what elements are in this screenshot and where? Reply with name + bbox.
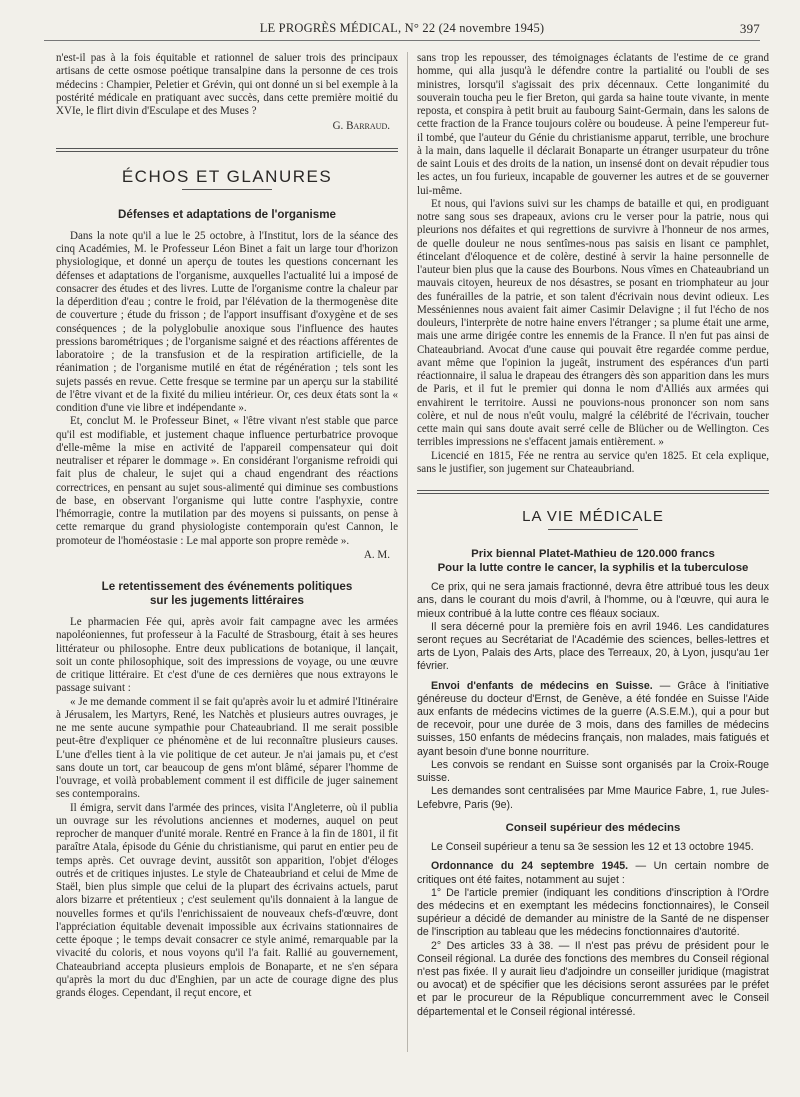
article-title-defenses: Défenses et adaptations de l'organisme: [118, 207, 336, 221]
article-title-line: Le retentissement des événements politiques: [101, 580, 353, 593]
right-column: [417, 52, 769, 1019]
article-paragraph: « Je me demande comment il se fait qu'après avoir lu et admiré l'Itinéraire à Jérusalem, les Martyrs, René, les Natchès et plusieurs autres ouvrages, je ne me sente aucune sympathie pour Chateaubriand. Il me serait possible peut-être d'expliquer ce phénomène et de lui reconnaître plusieurs causes. L'une d'elles tient à la vie politique de cet auteur. Je n'ai jamais pu, et c'est sans doute un tort, car beaucoup de gens m'ont blâmé, séparer l'homme de l'ouvrage, et voilà probablement comment il est difficile de juger sainement ses contemporains.: [56, 695, 398, 801]
intro-signature: G. Barraud.: [332, 120, 390, 133]
left-column: [56, 52, 398, 1000]
column-divider: [407, 52, 408, 1052]
running-head: [44, 18, 760, 41]
section-title-echos: ÉCHOS ET GLANURES: [121, 166, 333, 186]
article-paragraph: Il émigra, servit dans l'armée des princes, visita l'Angleterre, où il publia un ouvrage sur les révolutions anciennes et modernes, auquel on peut reprocher de manquer d'unité morale. Rentré en France à la fin de 1801, il fit paraître Atala, épisode du Génie du christianisme, qui parut en entier peu de temps après. Cet ouvrage devint, aussitôt son apparition, l'objet d'éloges outrés et de critiques injustes. Le style de Chateaubriand et celui de Mme de Staël, bien plus simple que celui de la plupart des écrivains actuels, parut alors bizarre et prétentieux ; c'est seulement qu'ils donnaient à la langue de nouvelles formes et qu'ils l'enrichissaient de nouveaux chefs-d'œuvre, dont l'appréciation équitable devenait impossible aux écrivains stationnaires de cette époque ; le temps devait consacrer ce style animé, remarquable par la vivacité du coloris, et nous voyons qu'il l'a fait. Rallié au gouvernement, Chateaubriand accepta plusieurs emplois de Bonaparte, et ne s'en sépara qu'après la mort du duc d'Enghien, par un acte de courage digne des plus grands éloges. Cependant, il reçut encore, et: [56, 801, 398, 999]
news-paragraph: 1° De l'article premier (indiquant les conditions d'inscription à l'Ordre des médecins et en exemptant les médecins fonctionnaires), le Conseil supérieur a décidé de demander au ministre de la Santé de ne dispenser de l'inscription au tableau que les médecins fonctionnaires d'autorité.: [417, 886, 769, 939]
news-text: — Un certain nombre de critiques ont été faites, notamment au sujet :: [417, 860, 770, 886]
news-paragraph: Ce prix, qui ne sera jamais fractionné, devra être attribué tous les deux ans, dans le courant du mois d'avril, à l'homme, ou à l'œuvre, qui aura le mieux contribué à la lutte contre ces fléaux sociaux.: [417, 581, 769, 620]
article-paragraph: sans trop les repousser, des témoignages éclatants de l'estime de ce grand homme, qui alla jusqu'à le défendre contre la partialité ou l'oubli de ses ministres, lorsqu'il s'agissait des prix décennaux. Cette longanimité du souverain toucha peu le fier Breton, qui garda sa haine toute vivante, in mente reposta, et conspira à petit bruit au faubourg Saint-Germain, dans les salons de cette fraction de la France toujours colère ou boudeuse. À peine l'empereur fut-il tombé, que l'auteur du Génie du christianisme apparut, terrible, une brochure à la main, dans laquelle il déclarait Bonaparte un étranger usurpateur du trône de saint Louis et des droits de la nation, un insensé dont on devait répudier tous les actes, un fou furieux, incapable de gouverner les autres et de se gouverner lui-même.: [417, 52, 769, 197]
page-number: 397: [739, 21, 760, 36]
news-paragraph: 2° Des articles 33 à 38. — Il n'est pas prévu de président pour le Conseil régional. La durée des fonctions des membres du Conseil régional n'est pas fixée. Il y aurait lieu d'adjoindre un conseiller juridique (magistrat ou avocat) et de spécifier que les décisions seront assurées par le préfet et par le procureur de la République concurremment avec le Conseil départemental et le Conseil régional intéressé.: [417, 939, 769, 1018]
section-title-vie-medicale: LA VIE MÉDICALE: [522, 508, 664, 525]
section-divider: [56, 148, 398, 152]
news-paragraph: Il sera décerné pour la première fois en avril 1946. Les candidatures seront reçues au Secrétariat de l'Académie des sciences, belles-lettres et arts de Lyon, Palais des Arts, place des Terreaux, 20, à Lyon, jusqu'au 1er février.: [417, 620, 769, 673]
section-divider: [417, 490, 769, 494]
vie-medicale-body: [417, 581, 769, 1019]
news-paragraph: Les demandes sont centralisées par Mme Maurice Fabre, 1, rue Jules-Lefebvre, Paris (9e).: [417, 785, 769, 811]
prix-title-line: Pour la lutte contre le cancer, la syphilis et la tuberculose: [437, 561, 749, 574]
news-paragraph: Le Conseil supérieur a tenu sa 3e session les 12 et 13 octobre 1945.: [431, 841, 754, 854]
news-heading-envoi: Envoi d'enfants de médecins en Suisse.: [431, 679, 653, 692]
prix-title: [417, 548, 769, 575]
news-paragraph-envoi: [417, 680, 769, 759]
article-paragraph: Et nous, qui l'avions suivi sur les champs de bataille et qui, en prodiguant notre sang sous ses drapeaux, avions cru le verser pour la patrie, nous qui pleurions nos défaites et qui regrettions de survivre à l'honneur de nos armes, de quelle douleur ne nous sentîmes-nous pas saisis en lisant ce pamphlet, étincelant d'éloquence et de colère, destiné à servir la haine personnelle de l'auteur bien plus que la cause des Bourbons. Nous vîmes en Chateaubriand un mauvais citoyen, heureux de nos désastres, se posant en triomphateur au jour des funérailles de la patrie, et son talent d'écrivain nous devint odieux. Les Messéniennes nous avaient fait aimer Casimir Delavigne ; il fut l'écho de nos douleurs, l'interprète de notre haine envers l'étranger ; sa plume était une arme, mais une arme dirigée contre les ennemis de la France. Il n'en fut pas ainsi de Chateaubriand. Avocat d'une cause qui pouvait être regardée comme perdue, avant même que l'opinion la jugeât, instrument des espérances d'un parti réactionnaire, il salua le drapeau des étrangers dès son apparition dans les murs de Paris, et il fut le premier qui donna le nom d'Alliés aux armées qui envahirent le territoire. Aussi ne pouvions-nous prononcer son nom sans colère, et nul de nous n'eût voulu, malgré la célébrité de l'écrivain, toucher cette main qui sans doute avait serré celle de Blücher ou de Wellington. Ces terribles impressions ne s'effacent jamais entièrement. »: [417, 197, 769, 449]
article-paragraph: Le pharmacien Fée qui, après avoir fait campagne avec les armées napoléoniennes, fut professeur à la Faculté de Strasbourg, était à ses heures littérateur ou philosophe. Entre deux publications de botanique, il lançait, soit un conte philosophique, soit des impressions de voyage, ou une œuvre de critique littéraire. Et c'est d'une de ces dernières que nous extrayons le passage suivant :: [56, 616, 398, 695]
article-signature: A. M.: [363, 548, 390, 561]
news-paragraph: Les convois se rendant en Suisse sont organisés par la Croix-Rouge suisse.: [417, 758, 769, 785]
news-text: — Grâce à l'initiative généreuse du docteur d'Ernst, de Genève, a été fondée en Suisse l'Aide aux enfants de médecins victimes de la guerre (A.S.E.M.), qui a pour but de recevoir, pour une durée de 3 mois, dans des familles de médecins suisses, 150 enfants de médecins français, non malades, mais fatigués et ayant besoin d'une bonne nourriture.: [417, 679, 769, 758]
article-title-retentissement: [56, 580, 398, 608]
article-paragraph: Et, conclut M. le Professeur Binet, « l'être vivant n'est stable que parce qu'il est modifiable, et justement chaque influence perturbatrice provoque d'elle-même la mise en activité de l'appareil compensateur qui doit neutraliser et réparer le dommage ». En considérant l'organisme refroidi qui fait plus de chaleur, le sujet qui a chaud engendrant des réactions correctrices, en pensant au sujet sous-alimenté qui diminue ses combustions de base, en observant l'organisme qui lutte contre l'asphyxie, contre l'hémorragie, contre la mutilation par des moyens si puissants, on pense à cette remarque du grand physiologiste contemporain qu'est Cannon, le promoteur de l'homéostasie : Le mal apporte son propre remède ».: [56, 415, 398, 547]
news-heading-ordonnance: Ordonnance du 24 septembre 1945.: [431, 860, 629, 873]
article-paragraph: Licencié en 1815, Fée ne rentra au service qu'en 1825. Et cela explique, sans le justifier, son jugement sur Chateaubriand.: [417, 449, 769, 475]
news-paragraph-ordonnance: [417, 860, 769, 886]
title-underline: [548, 529, 638, 530]
intro-paragraph: n'est-il pas à la fois équitable et rationnel de saluer trois des principaux artisans de cette osmose poétique transalpine dans la personne de ces trois médecins : Champier, Peletier et Grévin, qui ont donné un si bel exemple à la postérité médicale en pratiquant avec succès, dans cette première moitié du XVIe, le flirt divin d'Esculape et des Muses ?: [56, 52, 398, 117]
article-paragraph: Dans la note qu'il a lue le 25 octobre, à l'Institut, lors de la séance des cinq Académies, M. le Professeur Léon Binet a fait un large tour d'horizon physiologique, et donné un aperçu de toutes les questions concernant les défenses et adaptations de l'organisme, auxquelles l'actualité lui a imposé de consacrer des études et des livres. Lutte de l'organisme contre la chaleur par la déperdition d'eau ; contre le froid, par l'élévation de la thermogenèse dite de couverture ; étude du frisson ; de l'apport insuffisant d'oxygène et de ses conséquences ; de la polyglobulie anoxique sous l'influence des hautes pressions barométriques ; de l'organisme saigné et des réactions afférentes de laboratoire ; de la transfusion et de la respiration artificielle, de la réanimation ; de l'organisme mutilé en état de régénération ; tels sont les sujets passés en revue. Cette fresque se termine par un aperçu sur la stabilité de l'être vivant et de la fixité du milieu intérieur. Or, ces deux états sont la « condition d'une vie libre et indépendante ».: [56, 229, 398, 414]
prix-title-line: Prix biennal Platet-Mathieu de 120.000 francs: [471, 548, 715, 561]
conseil-title: Conseil supérieur des médecins: [505, 821, 681, 834]
journal-title: LE PROGRÈS MÉDICAL, N° 22 (24 novembre 1945): [259, 21, 545, 35]
title-underline: [182, 189, 272, 190]
article-title-line: sur les jugements littéraires: [149, 594, 304, 607]
